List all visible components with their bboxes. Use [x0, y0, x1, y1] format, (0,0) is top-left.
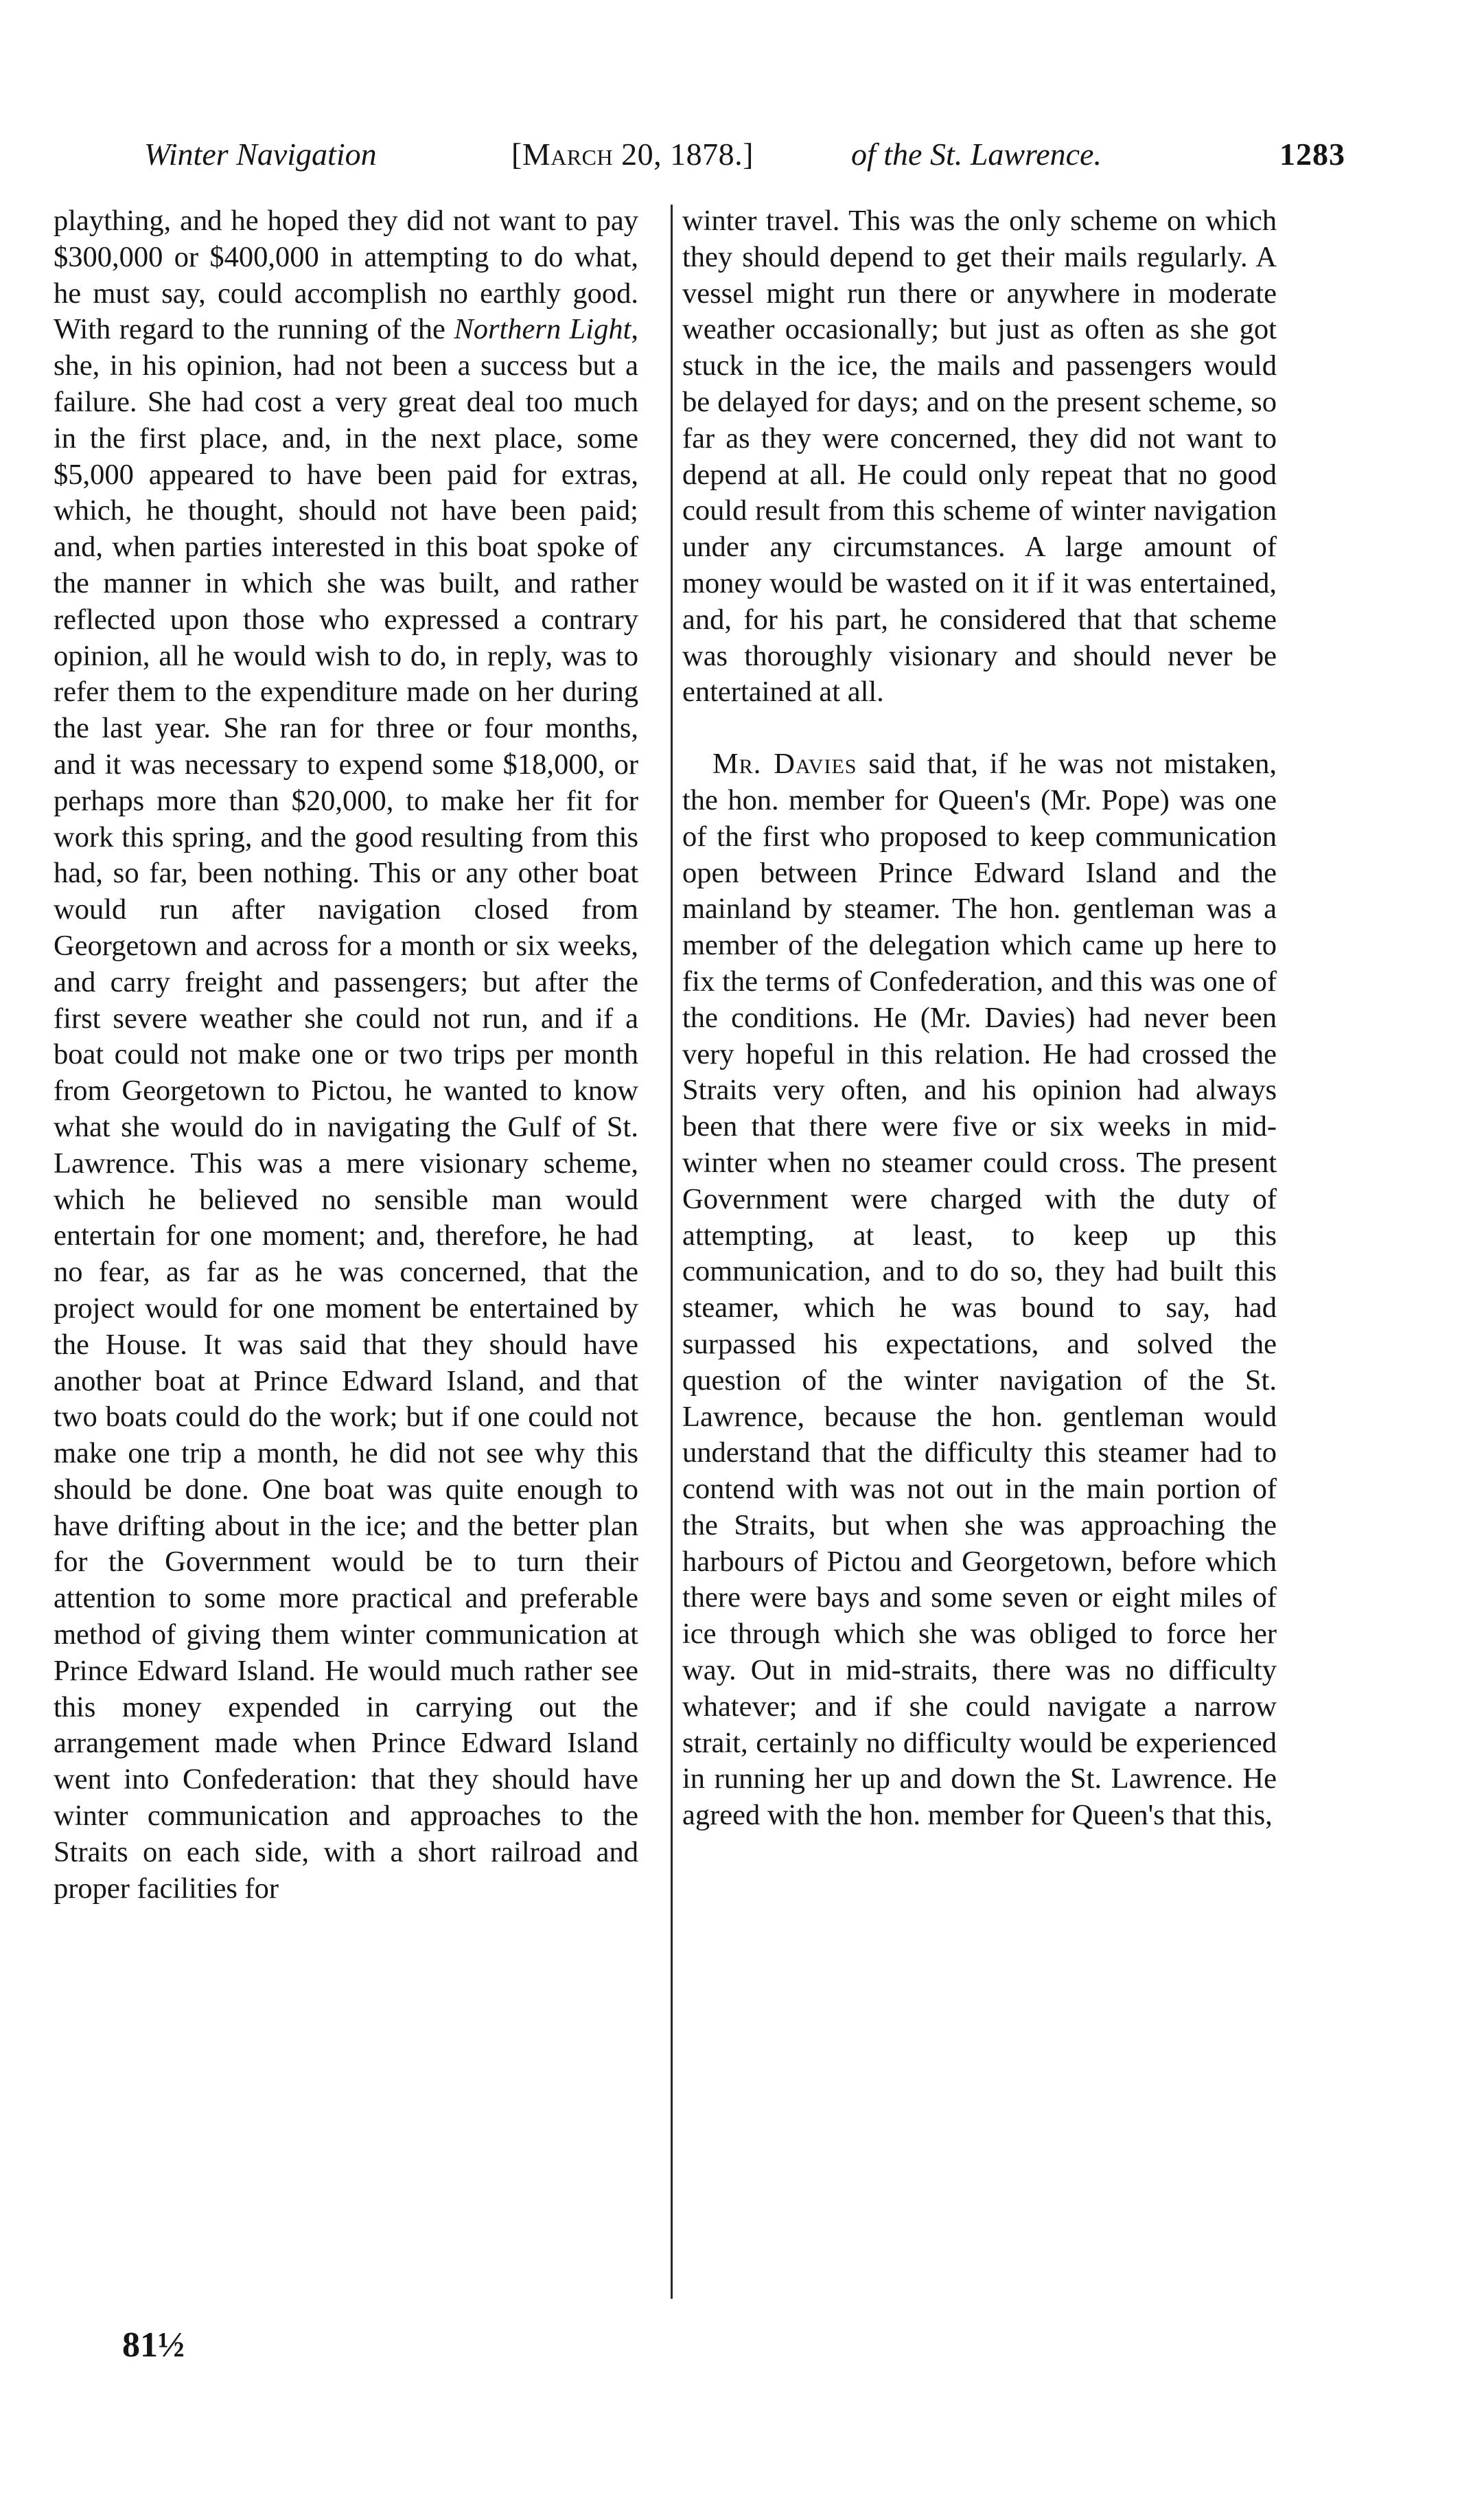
speaker-name: Mr. Davies: [712, 748, 857, 781]
left-column: [54, 203, 638, 1907]
speech-text: said that, if he was not mistaken, the hon. member for Queen's (Mr. Pope) was one of the first who proposed to keep communication open between Prince Edward Island and the mainland by steamer. The hon. gentleman was a member of the delegation which came up here to fix the terms of Confederation, and this was one of the conditions. He (Mr. Davies) had never been very hopeful in this relation. He had crossed the Straits very often, and his opinion had always been that there were five or six weeks in mid-winter when no steamer could cross. The present Government were charged with the duty of attempting, at least, to keep up this communication, and to do so, they had built this steamer, which he was bound to say, had surpassed his expectations, and solved the question of the winter navigation of the St. Lawrence, because the hon. gentleman would understand that the difficulty this steamer had to contend with was not out in the main portion of the Straits, but when she was approaching the harbours of Pictou and Georgetown, before which there were bays and some seven or eight miles of ice through which she was obliged to force her way. Out in mid-straits, there was no difficulty whatever; and if she could navigate a narrow strait, certainly no difficulty would be experienced in running her up and down the St. Lawrence. He agreed with the hon. member for Queen's that this,: [682, 748, 1277, 1832]
right-paragraph-1: winter travel. This was the only scheme on which they should depend to get their mails regularly. A vessel might run there or anywhere in moderate weather occasionally; but just as often as she got stuck in the ice, the mails and passengers would be delayed for days; and on the present scheme, so far as they were concerned, they did not want to depend at all. He could only repeat that no good could result from this scheme of winter navigation under any circumstances. A large amount of money would be wasted on it if it was entertained, and, for his part, he considered that that scheme was thoroughly visionary and should never be entertained at all.: [682, 205, 1277, 709]
right-column: [682, 203, 1277, 1834]
page-number: 1283: [1279, 137, 1345, 172]
right-paragraph-2: [682, 746, 1277, 1834]
page-header: [137, 130, 1345, 185]
left-column-paragraph: [54, 203, 638, 1907]
date-bracket: [: [511, 137, 522, 172]
date-month: March: [522, 137, 614, 172]
running-head-date: [511, 136, 754, 172]
signature-mark: 81½: [122, 2326, 185, 2365]
vessel-name: Northern Light: [454, 313, 631, 346]
left-text-1: plaything, and he hoped they did not want to pay $300,000 or $400,000 in attempting to do what, he must say, could accomplish no earthly good. With regard to the running of the: [54, 205, 638, 346]
left-text-2: , she, in his opinion, had not been a success but a failure. She had cost a very great deal too much in the first place, and, in the next place, some $5,000 appeared to have been paid for extras, which, he thought, should not have been paid; and, when parties interested in this boat spoke of the manner in which she was built, and rather reflected upon those who expressed a contrary opinion, all he would wish to do, in reply, was to refer them to the expenditure made on her during the last year. She ran for three or four months, and it was necessary to expend some $18,000, or perhaps more than $20,000, to make her fit for work this spring, and the good resulting from this had, so far, been nothing. This or any other boat would run after navigation closed from Georgetown and across for a month or six weeks, and carry freight and passengers; but after the first severe weather she could not run, and if a boat could not make one or two trips per month from Georgetown to Pictou, he wanted to know what she would do in navigating the Gulf of St. Lawrence. This was a mere visionary scheme, which he believed no sensible man would entertain for one moment; and, therefore, he had no fear, as far as he was concerned, that the project would for one moment be entertained by the House. It was said that they should have another boat at Prince Edward Island, and that two boats could do the work; but if one could not make one trip a month, he did not see why this should be done. One boat was quite enough to have drifting about in the ice; and the better plan for the Government would be to turn their attention to some more practical and preferable method of giving them winter communication at Prince Edward Island. He would much rather see this money expended in carrying out the arrangement made when Prince Edward Island went into Confederation: that they should have winter communication and approaches to the Straits on each side, with a short railroad and proper facilities for: [54, 313, 638, 1905]
column-rule: [671, 205, 673, 2299]
date-rest: 20, 1878.]: [613, 137, 754, 172]
running-head-right: of the St. Lawrence.: [851, 137, 1102, 172]
running-head-left: Winter Navigation: [144, 137, 377, 172]
